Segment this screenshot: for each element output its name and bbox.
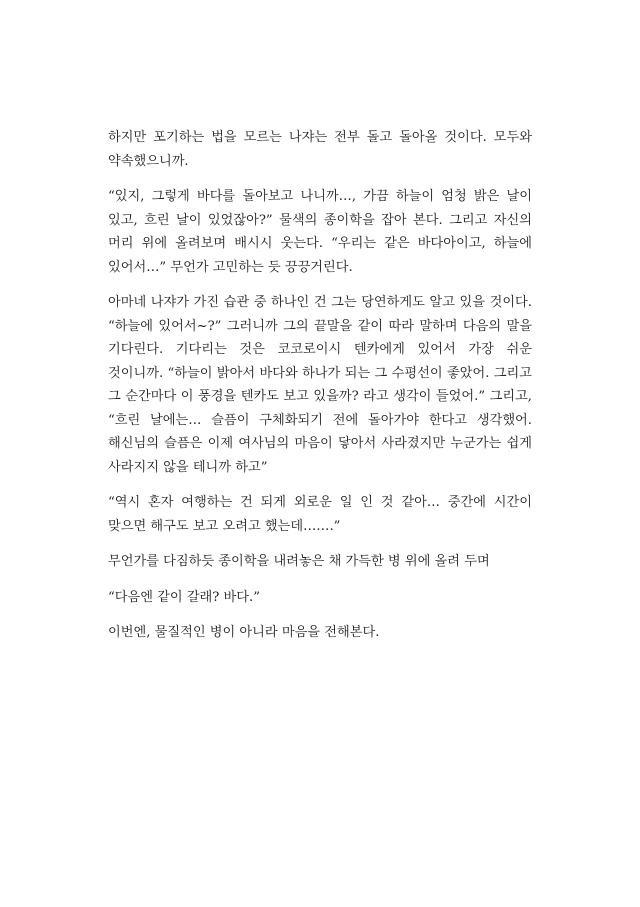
paragraph-3: 아마네 나쟈가 가진 습관 중 하나인 건 그는 당연하게도 알고 있을 것이다. “하늘에 있어서~?” 그러니까 그의 끝말을 같이 따라 말하며 다음의 말을 기다린다. 기다리는 것은 코코로이시 텐카에게 있어서 가장 쉬운 것이니까. “하늘이 밝아서 바다와 하나가 되는 그 수평선이 좋았어. 그리고 그 순간마다 이 풍경을 텐카도 보고 있을까? 라고 생각이 들었어.” 그리고, “흐린 날에는… 슬픔이 구체화되기 전에 돌아가야 한다고 생각했어. 해신님의 슬픔은 이제 여사님의 마음이 닿아서 사라졌지만 누군가는 쉽게 사라지지 않을 테니까 하고” [108, 295, 532, 475]
paragraph-5: 무언가를 다짐하듯 종이학을 내려놓은 채 가득한 병 위에 올려 두며 [108, 554, 490, 569]
paragraph-4: “역시 혼자 여행하는 건 되게 외로운 일 인 것 같아… 중간에 시간이 맞으면 해구도 보고 오려고 했는데…….” [108, 495, 532, 534]
paragraph-6: “다음엔 같이 갈래? 바다.” [108, 589, 260, 605]
document-body [108, 126, 532, 657]
paragraph-7: 이번엔, 물질적인 병이 아니라 마음을 전해본다. [108, 625, 380, 640]
paragraph-1: 하지만 포기하는 법을 모르는 나쟈는 전부 돌고 돌아올 것이다. 모두와 약속했으니까. [108, 130, 532, 169]
paragraph-2: “있지, 그렇게 바다를 돌아보고 나니까…, 가끔 하늘이 엄청 밝은 날이 있고, 흐린 날이 있었잖아?” 물색의 종이학을 잡아 본다. 그리고 자신의 머리 위에 올려보며 배시시 웃는다. “우리는 같은 바다아이고, 하늘에 있어서…” 무언가 고민하는 듯 끙끙거린다. [108, 189, 532, 275]
